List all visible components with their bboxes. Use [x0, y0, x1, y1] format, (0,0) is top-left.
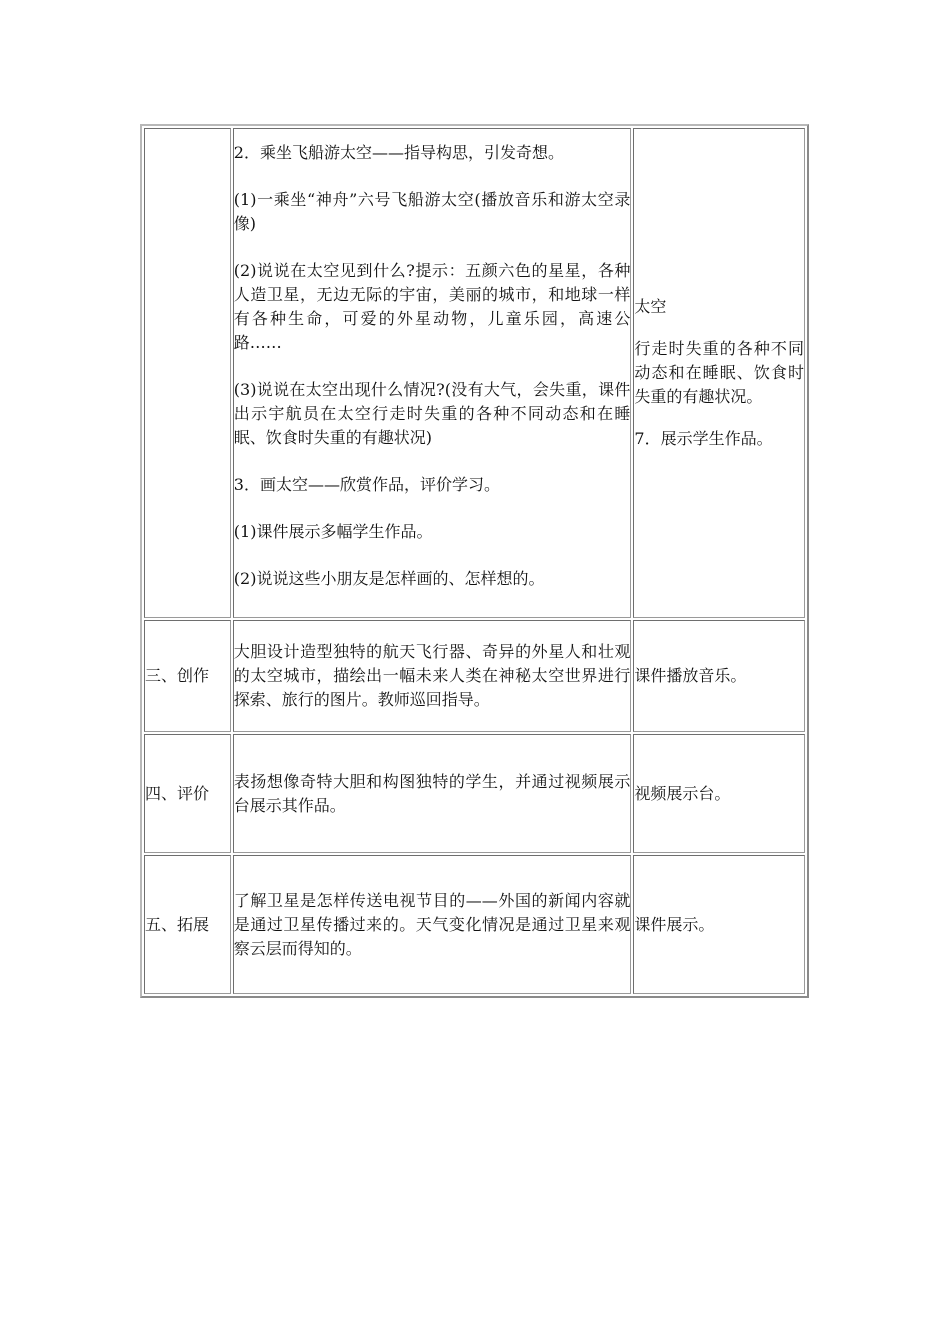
stage-cell	[144, 128, 231, 618]
note-paragraph: 7．展示学生作品。	[634, 429, 773, 448]
content-paragraph: 3．画太空——欣赏作品，评价学习。	[233, 475, 500, 494]
content-paragraph: 了解卫星是怎样传送电视节目的——外国的新闻内容就是通过卫星传播过来的。天气变化情况是通过卫星来观察云层而得知的。	[233, 890, 631, 958]
content-paragraph: 2．乘坐飞船游太空——指导构思，引发奇想。	[233, 143, 564, 162]
table-row	[144, 128, 805, 618]
content-cell	[233, 734, 632, 853]
lesson-plan-table	[140, 124, 809, 998]
content-paragraph: (3)说说在太空出现什么情况?(没有大气，会失重，课件出示宇航员在太空行走时失重的各种不同动态和在睡眠、饮食时失重的有趣状况)	[233, 380, 631, 447]
content-paragraph: 表扬想像奇特大胆和构图独特的学生，并通过视频展示台展示其作品。	[233, 771, 631, 815]
content-cell	[233, 855, 632, 994]
note-paragraph: 视频展示台。	[634, 783, 731, 803]
note-cell	[633, 620, 805, 732]
note-cell	[633, 855, 805, 994]
content-paragraph: (1)课件展示多幅学生作品。	[233, 522, 433, 541]
content-paragraph: (2)说说这些小朋友是怎样画的、怎样想的。	[233, 569, 545, 588]
note-cell	[633, 128, 805, 618]
content-cell	[233, 128, 632, 618]
stage-cell: 五、拓展	[144, 855, 231, 994]
content-paragraph: (2)说说在太空见到什么?提示：五颜六色的星星，各种人造卫星，无边无际的宇宙，美丽的城市，和地球一样有各种生命，可爱的外星动物，儿童乐园，高速公路……	[233, 261, 631, 352]
content-paragraph: 大胆设计造型独特的航天飞行器、奇异的外星人和壮观的太空城市，描绘出一幅未来人类在神秘太空世界进行探索、旅行的图片。教师巡回指导。	[233, 642, 631, 709]
stage-cell: 三、创作	[144, 620, 231, 732]
table-row	[144, 855, 805, 994]
table-row	[144, 620, 805, 732]
table-row	[144, 734, 805, 853]
stage-cell: 四、评价	[144, 734, 231, 853]
content-cell	[233, 620, 632, 732]
content-paragraph: (1)一乘坐“神舟”六号飞船游太空(播放音乐和游太空录像)	[233, 190, 631, 233]
note-paragraph: 太空	[634, 297, 667, 316]
note-paragraph: 行走时失重的各种不同动态和在睡眠、饮食时失重的有趣状况。	[634, 339, 804, 406]
note-paragraph: 课件播放音乐。	[634, 666, 747, 685]
note-cell	[633, 734, 805, 853]
note-paragraph: 课件展示。	[634, 914, 715, 934]
